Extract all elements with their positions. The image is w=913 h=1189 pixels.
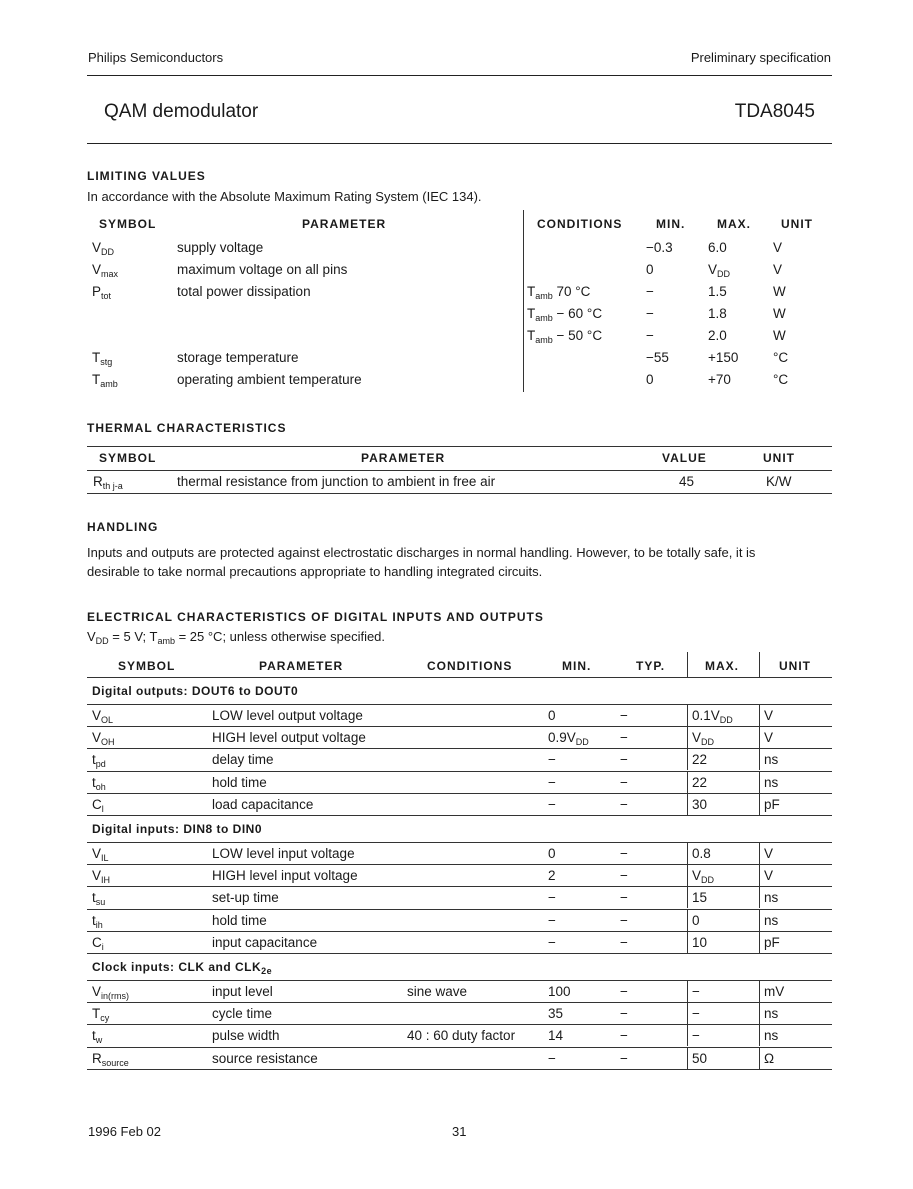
- lv-col-min: MIN.: [656, 217, 686, 231]
- ec-conditions: sine wave: [407, 984, 468, 999]
- handling-text-line-1: Inputs and outputs are protected against electrostatic discharges in normal handling. However, to be totally safe, it is: [87, 545, 756, 560]
- lv-unit: °C: [773, 350, 789, 365]
- ec-parameter: cycle time: [212, 1006, 273, 1021]
- ec-parameter: input capacitance: [212, 935, 318, 950]
- limiting-values-heading: LIMITING VALUES: [87, 169, 206, 183]
- ec-cell-divider-max: [687, 886, 688, 908]
- ec-cell-divider-max: [687, 909, 688, 931]
- ec-group-title: Clock inputs: CLK and $CLK_{2e}$: [92, 960, 273, 976]
- ec-min: −: [548, 752, 556, 767]
- ec-unit: ns: [764, 890, 779, 905]
- ec-symbol: $T_{cy}$: [92, 1006, 110, 1023]
- ec-symbol: $V_{OH}$: [92, 730, 115, 747]
- handling-text-line-2: desirable to take normal precautions appropriate to handling integrated circuits.: [87, 564, 543, 579]
- ec-symbol: $t_w$: [92, 1028, 103, 1045]
- ec-row-rule: [87, 909, 832, 910]
- ec-parameter: delay time: [212, 752, 274, 767]
- ec-row-rule: [87, 1047, 832, 1048]
- footer-date: 1996 Feb 02: [88, 1124, 162, 1139]
- ec-min: −: [548, 935, 556, 950]
- ec-unit: ns: [764, 1028, 779, 1043]
- ec-symbol: $C_l$: [92, 797, 104, 814]
- ec-header-divider-max: [687, 652, 688, 677]
- ec-row-rule: [87, 864, 832, 865]
- ec-cell-divider-unit: [759, 748, 760, 770]
- ec-col-max: MAX.: [705, 659, 739, 673]
- lv-max: 6.0: [708, 240, 727, 255]
- ec-row-rule: [87, 1024, 832, 1025]
- ec-max: −: [692, 1028, 700, 1043]
- ec-group-rule: [87, 704, 832, 705]
- ec-symbol: $t_{oh}$: [92, 775, 106, 792]
- ec-max: 0: [692, 913, 700, 928]
- ec-header-divider-unit: [759, 652, 760, 677]
- lv-col-conditions: CONDITIONS: [537, 217, 623, 231]
- lv-symbol: $T_{amb}$: [92, 372, 118, 389]
- ec-header-rule: [87, 677, 832, 678]
- ec-min: 0: [548, 846, 556, 861]
- ec-typ: −: [620, 752, 628, 767]
- lv-min: −55: [646, 350, 669, 365]
- ec-col-symbol: SYMBOL: [118, 659, 176, 673]
- ec-max: 10: [692, 935, 708, 950]
- ec-min: 0: [548, 708, 556, 723]
- ec-min: −: [548, 890, 556, 905]
- ec-unit: mV: [764, 984, 785, 999]
- lv-min: −: [646, 284, 654, 299]
- ec-symbol: $V_{OL}$: [92, 708, 114, 725]
- lv-min: −0.3: [646, 240, 673, 255]
- th-col-symbol: SYMBOL: [99, 451, 157, 465]
- ec-parameter: load capacitance: [212, 797, 314, 812]
- lv-col-max: MAX.: [717, 217, 751, 231]
- lv-symbol: $V_{max}$: [92, 262, 119, 279]
- ec-min: 2: [548, 868, 556, 883]
- document-type: Preliminary specification: [690, 50, 831, 65]
- lv-parameter: total power dissipation: [177, 284, 311, 299]
- ec-unit: ns: [764, 913, 779, 928]
- ec-typ: −: [620, 1006, 628, 1021]
- ec-min: −: [548, 1051, 556, 1066]
- ec-cell-divider-max: [687, 1002, 688, 1024]
- lv-max: $V_{DD}$: [708, 262, 731, 279]
- ec-cell-divider-unit: [759, 909, 760, 931]
- ec-symbol: $C_i$: [92, 935, 104, 952]
- limiting-values-intro: In accordance with the Absolute Maximum Rating System (IEC 134).: [87, 189, 482, 204]
- ec-col-typ: TYP.: [636, 659, 666, 673]
- ec-max: 22: [692, 775, 708, 790]
- th-col-unit: UNIT: [763, 451, 795, 465]
- ec-col-conditions: CONDITIONS: [427, 659, 513, 673]
- electrical-heading: ELECTRICAL CHARACTERISTICS OF DIGITAL INPUTS AND OUTPUTS: [87, 610, 544, 624]
- ec-typ: −: [620, 984, 628, 999]
- lv-max: +150: [708, 350, 739, 365]
- lv-min: 0: [646, 372, 654, 387]
- lv-col-parameter: PARAMETER: [302, 217, 387, 231]
- ec-min: −: [548, 797, 556, 812]
- ec-typ: −: [620, 775, 628, 790]
- ec-cell-divider-max: [687, 1024, 688, 1046]
- ec-max: $V_{DD}$: [692, 868, 715, 885]
- ec-min: 14: [548, 1028, 564, 1043]
- ec-row-rule: [87, 931, 832, 932]
- ec-typ: −: [620, 730, 628, 745]
- ec-row-rule: [87, 815, 832, 816]
- lv-unit: V: [773, 262, 783, 277]
- ec-symbol: $t_{su}$: [92, 890, 106, 907]
- lv-conditions: $T_{amb}$ 70 °C: [527, 284, 591, 301]
- ec-cell-divider-max: [687, 726, 688, 748]
- lv-parameter: storage temperature: [177, 350, 299, 365]
- ec-cell-divider-unit: [759, 1047, 760, 1069]
- ec-cell-divider-unit: [759, 793, 760, 815]
- thermal-parameter: thermal resistance from junction to ambient in free air: [177, 474, 496, 489]
- ec-unit: V: [764, 868, 774, 883]
- ec-max: 15: [692, 890, 708, 905]
- ec-typ: −: [620, 1028, 628, 1043]
- ec-unit: Ω: [764, 1051, 775, 1066]
- thermal-bottom-rule: [87, 493, 832, 494]
- ec-cell-divider-max: [687, 771, 688, 793]
- ec-col-min: MIN.: [562, 659, 592, 673]
- lv-col-unit: UNIT: [781, 217, 813, 231]
- lv-max: +70: [708, 372, 731, 387]
- lv-max: 1.8: [708, 306, 727, 321]
- ec-parameter: input level: [212, 984, 273, 999]
- ec-max: $V_{DD}$: [692, 730, 715, 747]
- ec-symbol: $V_{IH}$: [92, 868, 111, 885]
- lv-max: 2.0: [708, 328, 727, 343]
- lv-col-symbol: SYMBOL: [99, 217, 157, 231]
- thermal-value: 45: [679, 474, 695, 489]
- ec-max: 50: [692, 1051, 708, 1066]
- ec-parameter: HIGH level output voltage: [212, 730, 366, 745]
- thermal-symbol: $R_{th j-a}$: [93, 474, 123, 491]
- lv-min: −: [646, 328, 654, 343]
- ec-row-rule: [87, 793, 832, 794]
- ec-max: 22: [692, 752, 708, 767]
- ec-cell-divider-max: [687, 842, 688, 864]
- ec-typ: −: [620, 846, 628, 861]
- ec-typ: −: [620, 935, 628, 950]
- th-col-parameter: PARAMETER: [361, 451, 446, 465]
- ec-min: 100: [548, 984, 571, 999]
- lv-unit: °C: [773, 372, 789, 387]
- lv-symbol: $T_{stg}$: [92, 350, 113, 367]
- ec-cell-divider-unit: [759, 842, 760, 864]
- ec-typ: −: [620, 868, 628, 883]
- ec-symbol: $V_{IL}$: [92, 846, 109, 863]
- ec-cell-divider-max: [687, 704, 688, 726]
- ec-cell-divider-unit: [759, 771, 760, 793]
- ec-row-rule: [87, 771, 832, 772]
- ec-parameter: HIGH level input voltage: [212, 868, 358, 883]
- part-number: TDA8045: [734, 101, 815, 122]
- lv-unit: W: [773, 284, 786, 299]
- ec-group-rule: [87, 980, 832, 981]
- ec-row-rule: [87, 748, 832, 749]
- lv-conditions: $T_{amb} - 60$ °C: [527, 306, 603, 323]
- ec-col-parameter: PARAMETER: [259, 659, 344, 673]
- ec-row-rule: [87, 953, 832, 954]
- ec-max: 30: [692, 797, 708, 812]
- title-rule: [87, 143, 832, 144]
- ec-unit: V: [764, 708, 774, 723]
- ec-min: −: [548, 775, 556, 790]
- ec-parameter: set-up time: [212, 890, 279, 905]
- ec-symbol: $R_{source}$: [92, 1051, 129, 1068]
- thermal-unit: K/W: [766, 474, 792, 489]
- ec-unit: V: [764, 730, 774, 745]
- lv-symbol: $P_{tot}$: [92, 284, 112, 301]
- ec-typ: −: [620, 890, 628, 905]
- ec-parameter: LOW level output voltage: [212, 708, 363, 723]
- ec-min: −: [548, 913, 556, 928]
- lv-conditions: $T_{amb} - 50$ °C: [527, 328, 603, 345]
- ec-max: −: [692, 984, 700, 999]
- ec-unit: ns: [764, 752, 779, 767]
- ec-cell-divider-unit: [759, 704, 760, 726]
- ec-cell-divider-unit: [759, 1024, 760, 1046]
- ec-cell-divider-max: [687, 748, 688, 770]
- ec-typ: −: [620, 1051, 628, 1066]
- ec-parameter: hold time: [212, 775, 267, 790]
- ec-unit: V: [764, 846, 774, 861]
- lv-unit: W: [773, 328, 786, 343]
- lv-parameter: supply voltage: [177, 240, 264, 255]
- thermal-top-rule: [87, 446, 832, 447]
- ec-cell-divider-max: [687, 793, 688, 815]
- lv-max: 1.5: [708, 284, 727, 299]
- ec-row-rule: [87, 1002, 832, 1003]
- ec-typ: −: [620, 708, 628, 723]
- lv-symbol: $V_{DD}$: [92, 240, 115, 257]
- ec-row-rule: [87, 1069, 832, 1070]
- ec-typ: −: [620, 913, 628, 928]
- electrical-conditions: $V_{DD} = 5$ V; $T_{amb} = 25$ °C; unless otherwise specified.: [87, 629, 386, 646]
- handling-heading: HANDLING: [87, 520, 159, 534]
- thermal-heading: THERMAL CHARACTERISTICS: [87, 421, 287, 435]
- ec-unit: ns: [764, 775, 779, 790]
- ec-cell-divider-max: [687, 864, 688, 886]
- ec-cell-divider-max: [687, 1047, 688, 1069]
- ec-parameter: hold time: [212, 913, 267, 928]
- header-rule: [87, 75, 832, 76]
- lv-parameter: maximum voltage on all pins: [177, 262, 348, 277]
- lv-min: 0: [646, 262, 654, 277]
- ec-cell-divider-max: [687, 931, 688, 953]
- ec-col-unit: UNIT: [779, 659, 811, 673]
- lv-min: −: [646, 306, 654, 321]
- ec-unit: ns: [764, 1006, 779, 1021]
- ec-parameter: LOW level input voltage: [212, 846, 355, 861]
- ec-min: 35: [548, 1006, 564, 1021]
- ec-cell-divider-unit: [759, 726, 760, 748]
- ec-cell-divider-unit: [759, 1002, 760, 1024]
- ec-parameter: pulse width: [212, 1028, 280, 1043]
- ec-symbol: $t_{pd}$: [92, 752, 106, 769]
- ec-min: $0.9V_{DD}$: [548, 730, 589, 747]
- ec-group-title: Digital outputs: DOUT6 to DOUT0: [92, 684, 299, 698]
- ec-cell-divider-unit: [759, 931, 760, 953]
- ec-cell-divider-unit: [759, 864, 760, 886]
- ec-unit: pF: [764, 935, 780, 950]
- ec-cell-divider-max: [687, 980, 688, 1002]
- ec-max: $0.1V_{DD}$: [692, 708, 733, 725]
- ec-row-rule: [87, 886, 832, 887]
- th-col-value: VALUE: [662, 451, 707, 465]
- ec-cell-divider-unit: [759, 980, 760, 1002]
- ec-symbol: $t_{ih}$: [92, 913, 103, 930]
- ec-cell-divider-unit: [759, 886, 760, 908]
- lv-conditions-divider: [523, 210, 524, 392]
- ec-conditions: 40 : 60 duty factor: [407, 1028, 516, 1043]
- ec-symbol: $V_{in(rms)}$: [92, 984, 130, 1001]
- company-name: Philips Semiconductors: [88, 50, 224, 65]
- ec-unit: pF: [764, 797, 780, 812]
- document-title: QAM demodulator: [104, 101, 259, 122]
- ec-group-rule: [87, 842, 832, 843]
- page-number: 31: [452, 1124, 467, 1139]
- lv-unit: V: [773, 240, 783, 255]
- lv-unit: W: [773, 306, 786, 321]
- ec-typ: −: [620, 797, 628, 812]
- ec-row-rule: [87, 726, 832, 727]
- lv-parameter: operating ambient temperature: [177, 372, 362, 387]
- ec-max: −: [692, 1006, 700, 1021]
- ec-group-title: Digital inputs: DIN8 to DIN0: [92, 822, 262, 836]
- thermal-mid-rule: [87, 470, 832, 471]
- ec-parameter: source resistance: [212, 1051, 318, 1066]
- ec-max: 0.8: [692, 846, 711, 861]
